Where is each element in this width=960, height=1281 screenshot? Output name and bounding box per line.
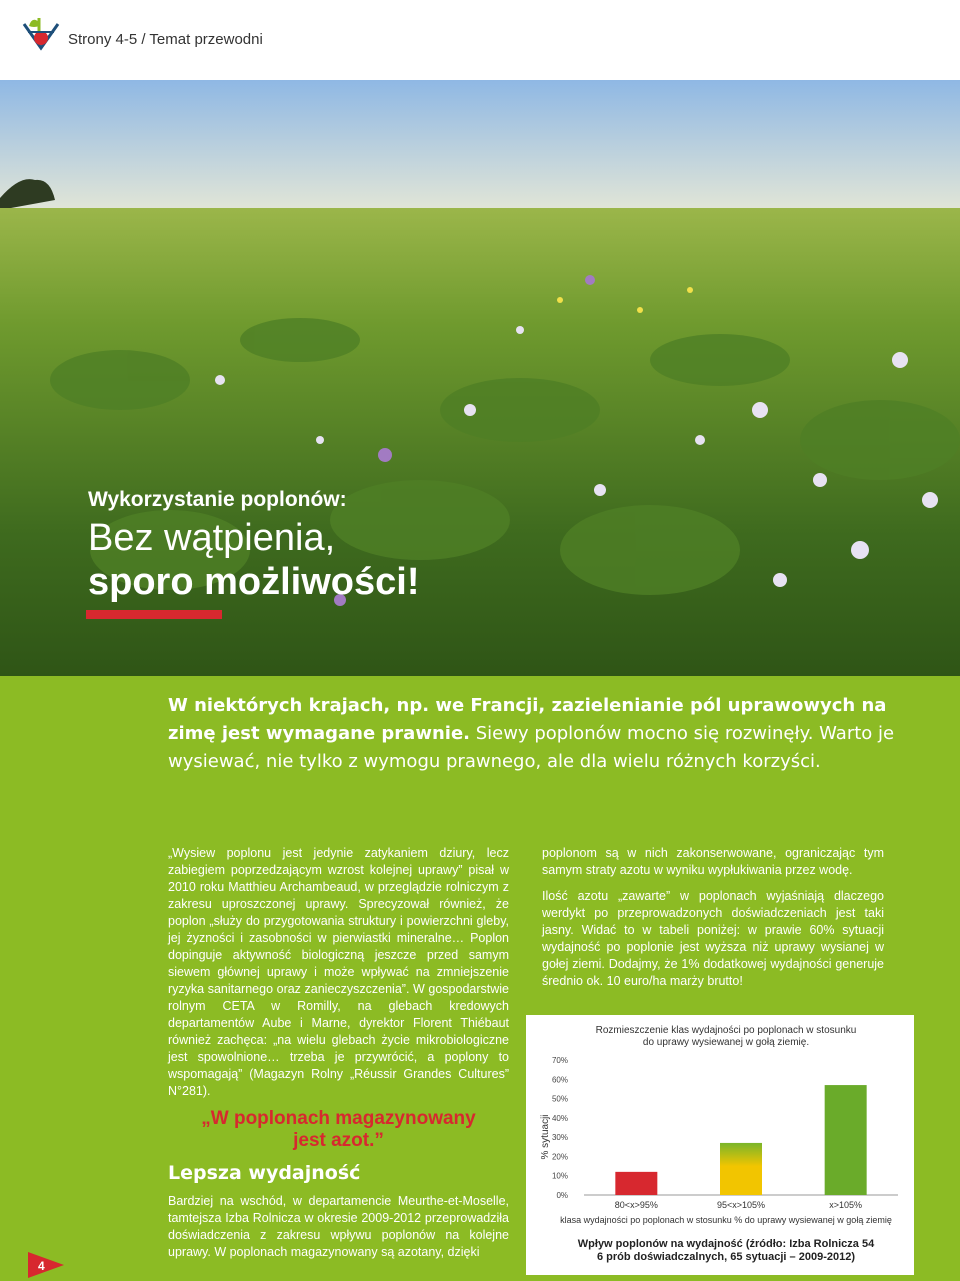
column-2-text [542, 845, 884, 999]
y-tick-label: 10% [551, 1171, 568, 1181]
subheading: Lepsza wydajność [168, 1162, 361, 1184]
chart-ylabel: % sytuacji [540, 1114, 551, 1160]
title-line-1: Wykorzystanie poplonów: [88, 488, 347, 511]
chart-title-line-2: do uprawy wysiewanej w gołą ziemię. [642, 1037, 810, 1048]
chart-title-line-1: Rozmieszczenie klas wydajności po poplonach w stosunku [595, 1025, 857, 1036]
yield-chart [526, 1015, 914, 1275]
pull-quote-line-1: „W poplonach magazynowany [201, 1108, 476, 1129]
x-tick-label: x>105% [829, 1200, 863, 1210]
lead-bold: W niektórych krajach, np. we Francji, zazielenianie pól uprawowych na zimę jest wymagane prawnie. [168, 695, 887, 744]
yield-chart-svg [526, 1015, 914, 1275]
chart-title [596, 1025, 857, 1048]
title-accent-bar [86, 610, 222, 619]
column-2-paragraph-2: Ilość azotu „zawarte” w poplonach wyjaśniają dlaczego werdykt po przeprowadzonych doświadczeniach jest taki jasny. Widać to w tabeli poniżej: w prawie 60% sytuacji wydajność po poplonie jest wyższa niż uprawy wysianej w gołej ziemi. Dodajmy, że 1% dodatkowej wydajności generuje średnio ok. 10 euro/ha marży brutto! [542, 889, 884, 988]
page-number: 4 [38, 1259, 45, 1273]
y-tick-label: 50% [551, 1094, 568, 1104]
page-header [0, 0, 960, 80]
bar-1 [615, 1172, 657, 1195]
column-1-text: „Wysiew poplonu jest jedynie zatykaniem dziury, lecz zabiegiem poprzedzającym wzrost kolejnej uprawy” pisał w 2010 roku Matthieu Archambeaud, w przeglądzie rolniczym z zakresu uproszczonej uprawy. Sprecyzował również, że poplon „służy do przygotowania struktury i powierzchni gleby, jej żyzności i zasobności w pierwiastki mineralne… Poplon dopinguje aktywność biologiczną jeszcze przed samym siewem głównej uprawy i może wpływać na zmniejszenie ryzyka sanitarnego oraz zanieczyszczenia”. W gospodarstwie rolnym CETA w Romilly, na glebach kredowych departamentów Aube i Marne, dyrektor Florent Thiébaut również zachęca: „na wielu glebach życie mikrobiologiczne jest spowolnione… trzeba je przywrócić, a poplony to wspomagają” (Magazyn Rolny „Réussir Grandes Cultures” N°281). [168, 846, 509, 1098]
bar-2 [720, 1143, 762, 1195]
chamber-logo-icon [22, 18, 60, 54]
title-line-3: sporo możliwości! [88, 561, 420, 603]
y-tick-label: 40% [551, 1113, 568, 1123]
chart-xlabel: klasa wydajności po poplonach w stosunku % do uprawy wysiewanej w gołą ziemię [560, 1215, 892, 1225]
page-number-badge [28, 1252, 64, 1278]
title-line-2: Bez wątpienia, [88, 517, 336, 559]
breadcrumb: Strony 4-5 / Temat przewodni [68, 31, 263, 48]
x-tick-label: 80<x>95% [614, 1200, 658, 1210]
column-2-paragraph-1: poplonom są w nich zakonserwowane, ograniczając tym samym straty azotu w wyniku wypłukiwania przez wodę. [542, 846, 884, 877]
y-tick-label: 20% [551, 1152, 568, 1162]
article-title [88, 488, 419, 604]
y-tick-label: 30% [551, 1133, 568, 1143]
pull-quote-line-2: jest azot.” [293, 1130, 384, 1151]
bar-3 [825, 1085, 867, 1195]
y-tick-label: 70% [551, 1056, 568, 1065]
chart-caption-line-1: Wpływ poplonów na wydajność (źródło: Izba Rolnicza 54 [577, 1238, 875, 1250]
lead-paragraph [168, 692, 898, 776]
y-tick-label: 0% [556, 1191, 568, 1200]
lead-rest: Siewy poplonów mocno się rozwinęły. Warto je wysiewać, nie tylko z wymogu prawnego, ale dla wielu różnych korzyści. [168, 723, 895, 772]
y-tick-label: 60% [551, 1075, 568, 1085]
x-tick-label: 95<x>105% [716, 1200, 766, 1210]
pull-quote [168, 1108, 509, 1152]
chart-caption-line-2: 6 prób doświadczalnych, 65 sytuacji – 2009-2012) [596, 1251, 856, 1263]
column-1-text-2: Bardziej na wschód, w departamencie Meurthe-et-Moselle, tamtejsza Izba Rolnicza w okresie 2009-2012 przeprowadziła doświadczenia z zakresu wpływu poplonów na kolejne uprawy. W poplonach magazynowany są azotany, dzięki [168, 1194, 509, 1259]
